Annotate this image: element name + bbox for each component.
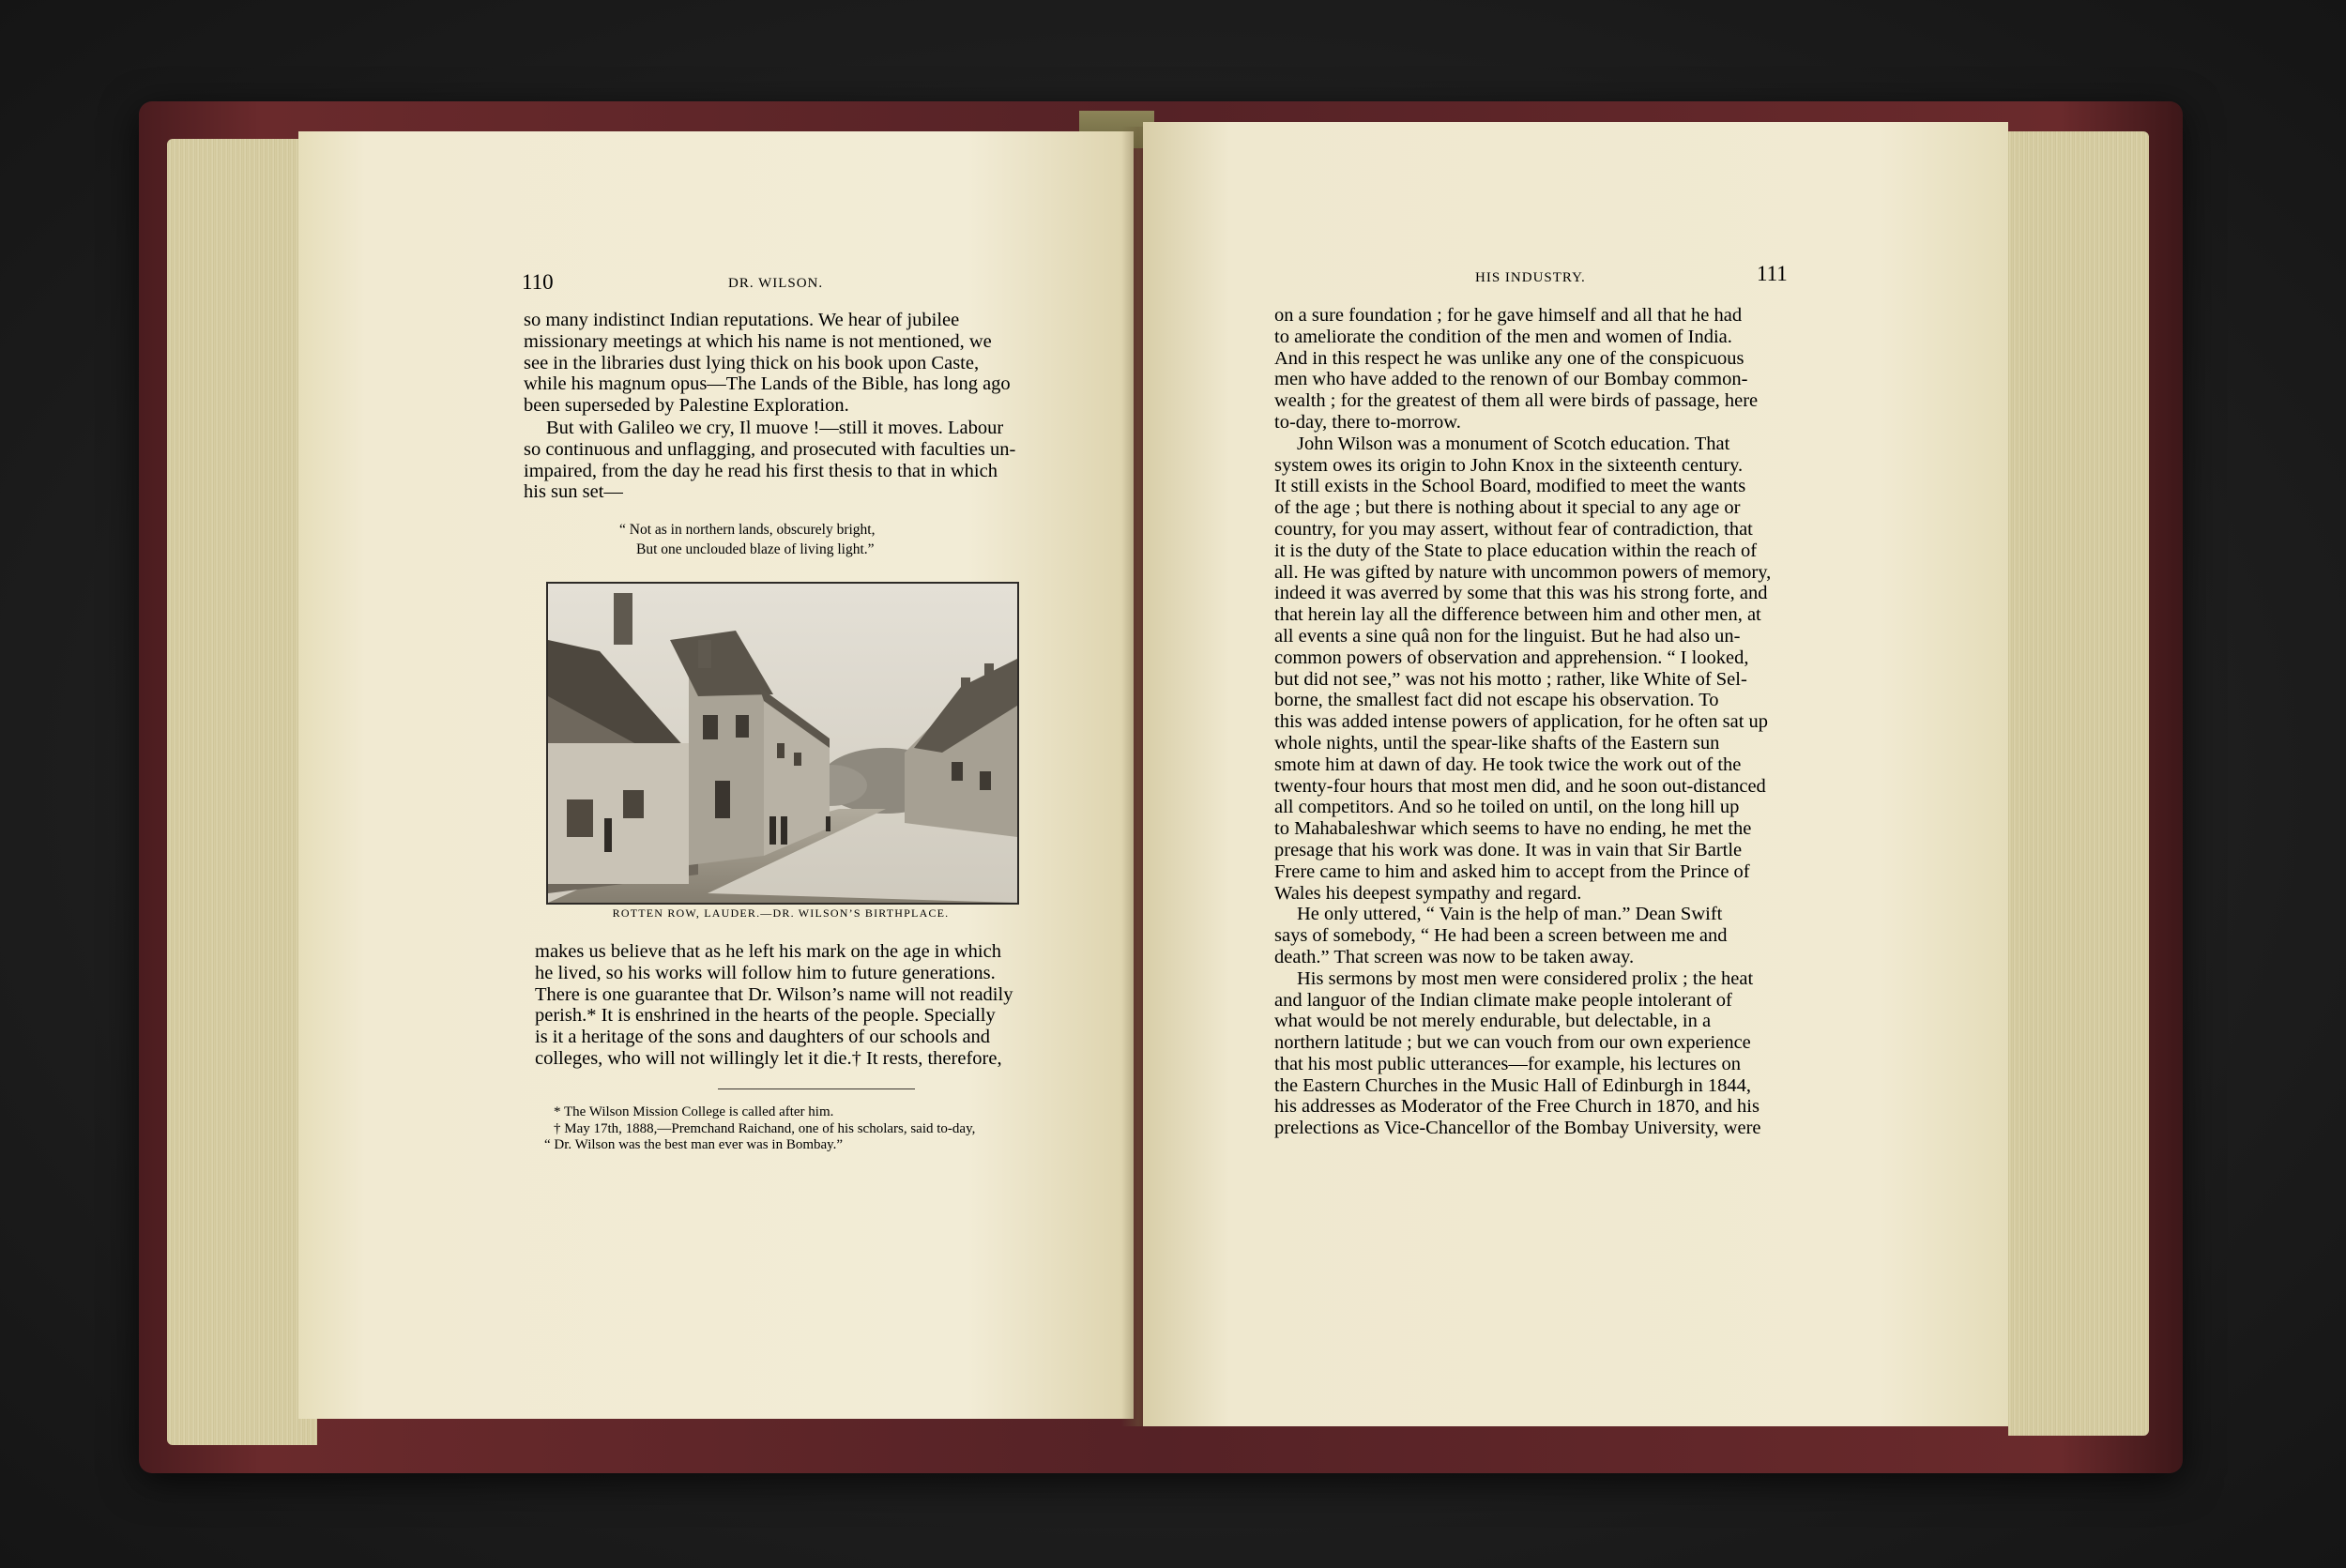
text-line: common powers of observation and apprehension. “ I looked, [1274,647,1749,668]
text-line: but did not see,” was not his motto ; rather, like White of Sel- [1274,668,1747,690]
text-line: to-day, there to-morrow. [1274,411,1461,433]
text-line: prelections as Vice-Chancellor of the Bombay University, were [1274,1118,1761,1139]
text-line: that herein lay all the difference between him and other men, at [1274,604,1761,626]
text-line: Wales his deepest sympathy and regard. [1274,882,1582,904]
text-line: impaired, from the day he read his first thesis to that in which [524,460,998,481]
text-line: indeed it was averred by some that this was his strong forte, and [1274,583,1768,604]
text-line: been superseded by Palestine Exploration. [524,395,849,417]
text-line: it is the duty of the State to place education within the reach of [1274,540,1758,561]
text-line: he lived, so his works will follow him to future generations. [535,962,996,983]
right-page-number: 111 [1757,262,1788,285]
text-line: what would be not merely endurable, but delectable, in a [1274,1011,1712,1032]
text-line: to Mahabaleshwar which seems to have no ending, he met the [1274,818,1752,840]
text-line: He only uttered, “ Vain is the help of man.” Dean Swift [1297,904,1723,925]
text-line: on a sure foundation ; for he gave himself and all that he had [1274,305,1743,326]
footnote: “ Dr. Wilson was the best man ever was in Bombay.” [544,1137,844,1152]
text-line: all. He was gifted by nature with uncommon powers of memory, [1274,561,1772,583]
text-line: all competitors. And so he toiled on until, on the long hill up [1274,797,1740,818]
left-text-para2 [524,418,1032,503]
text-line: colleges, who will not willingly let it die.† It rests, therefore, [535,1047,1002,1069]
poem-line: “ Not as in northern lands, obscurely bright, [619,522,876,538]
text-line: borne, the smallest fact did not escape his observation. To [1274,690,1719,711]
photo-caption: ROTTEN ROW, LAUDER.—DR. WILSON’S BIRTHPLACE. [612,906,950,920]
poem-line: But one unclouded blaze of living light.” [636,541,875,557]
left-page-number: 110 [522,270,554,294]
left-text-top [524,310,1032,417]
text-line: John Wilson was a monument of Scotch education. That [1297,433,1730,454]
text-line: makes us believe that as he left his mark on the age in which [535,941,1001,962]
text-line: wealth ; for the greatest of them all were birds of passage, here [1274,390,1759,412]
left-text-bottom [535,941,1042,1070]
text-line: But with Galileo we cry, Il muove !—still it moves. Labour [546,418,1004,438]
text-line: so continuous and unflagging, and prosecuted with faculties un- [524,438,1016,460]
text-line: country, for you may assert, without fear of contradiction, that [1274,518,1753,540]
left-footnotes [544,1104,1051,1154]
footnote: † May 17th, 1888,—Premchand Raichand, one of his scholars, said to-day, [554,1120,976,1136]
poem-quote [619,520,995,559]
text-line: death.” That screen was now to be taken away. [1274,946,1635,967]
text-line: Frere came to him and asked him to accept from the Prince of [1274,860,1750,882]
text-line: There is one guarantee that Dr. Wilson’s name will not readily [535,983,1013,1005]
text-line: that his most public utterances—for example, his lectures on [1274,1053,1741,1074]
text-line: his sun set— [524,481,623,503]
text-line: see in the libraries dust lying thick on his book upon Caste, [524,352,980,373]
text-line: It still exists in the School Board, modified to meet the wants [1274,476,1746,497]
left-running-head: DR. WILSON. [728,276,824,291]
text-line: of the age ; but there is nothing about it special to any age or [1274,497,1741,519]
text-line: presage that his work was done. It was in vain that Sir Bartle [1274,839,1743,860]
village-street-photo [546,582,1019,905]
text-line: whole nights, until the spear-like shafts of the Eastern sun [1274,732,1720,754]
footnote: * The Wilson Mission College is called after him. [554,1104,834,1119]
text-line: smote him at dawn of day. He took twice the work out of the [1274,754,1742,775]
text-line: all events a sine quâ non for the linguist. But he had also un- [1274,625,1741,647]
right-page-edges [2008,131,2149,1436]
text-line: and languor of the Indian climate make people intolerant of [1274,989,1732,1011]
text-line: his addresses as Moderator of the Free Church in 1870, and his [1274,1096,1760,1118]
text-line: while his magnum opus—The Lands of the Bible, has long ago [524,373,1011,395]
photo-illustration [548,584,1017,903]
footnote-rule [718,1088,915,1089]
left-page-edges [167,139,317,1445]
text-line: this was added intense powers of application, for he often sat up [1274,711,1769,733]
right-running-head: HIS INDUSTRY. [1475,270,1586,285]
text-line: men who have added to the renown of our Bombay common- [1274,369,1748,390]
right-text [1274,305,1787,1139]
text-line: twenty-four hours that most men did, and he soon out-distanced [1274,775,1766,797]
text-line: system owes its origin to John Knox in the sixteenth century. [1274,454,1744,476]
text-line: is it a heritage of the sons and daughters of our schools and [535,1027,991,1048]
text-line: says of somebody, “ He had been a screen between me and [1274,925,1728,947]
text-line: northern latitude ; but we can vouch from our own experience [1274,1032,1751,1054]
text-line: perish.* It is enshrined in the hearts of the people. Specially [535,1005,996,1027]
text-line: missionary meetings at which his name is not mentioned, we [524,330,992,352]
text-line: so many indistinct Indian reputations. We hear of jubilee [524,310,960,330]
text-line: the Eastern Churches in the Music Hall of Edinburgh in 1844, [1274,1074,1752,1096]
text-line: His sermons by most men were considered prolix ; the heat [1297,967,1754,989]
text-line: And in this respect he was unlike any one of the conspicuous [1274,347,1744,369]
text-line: to ameliorate the condition of the men and women of India. [1274,326,1732,347]
